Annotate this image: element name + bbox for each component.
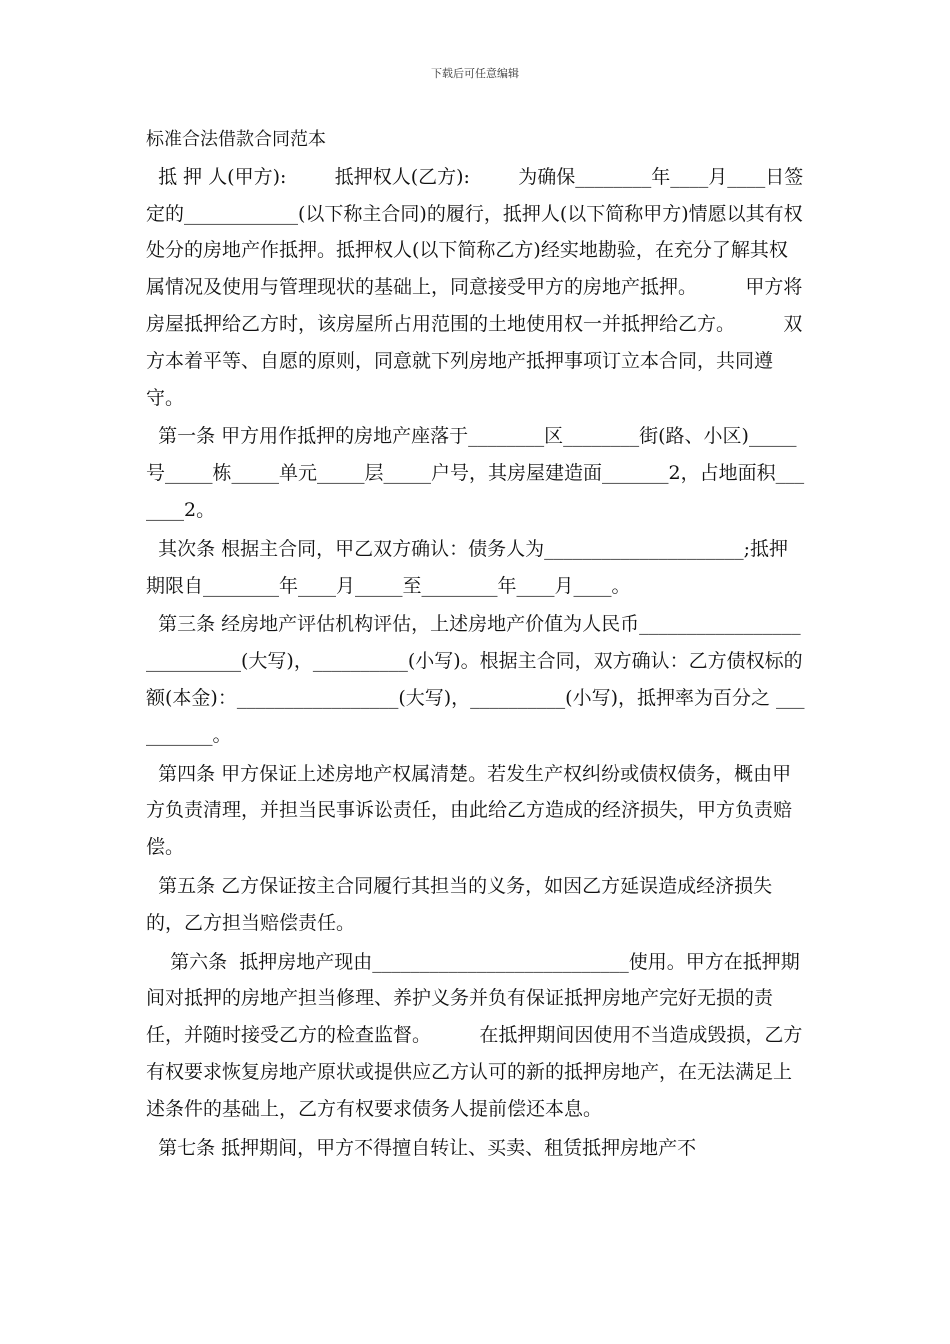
document-body bbox=[146, 122, 806, 1166]
paragraph-article-5: 第五条 乙方保证按主合同履行其担当的义务，如因乙方延误造成经济损失的，乙方担当赔偿责任。 bbox=[146, 874, 773, 934]
paragraph-preamble: 抵 押 人(甲方): 抵押权人(乙方): 为确保________年____月____日签定的____________(以下称主合同)的履行，抵押人(以下简称甲方)情愿以其有权处分的房地产作抵押。抵押权人(以下简称乙方)经实地勘验，在充分了解其权属情况及使用与管理现状的基础上，同意接受甲方的房地产抵押。 甲方将房屋抵押给乙方时，该房屋所占用范围的土地使用权一并抵押给乙方。 双方本着平等、自愿的原则，同意就下列房地产抵押事项订立本合同，共同遵守。 bbox=[146, 165, 804, 409]
paragraph-article-7: 第七条 抵押期间，甲方不得擅自转让、买卖、租赁抵押房地产不 bbox=[146, 1136, 697, 1159]
document-title: 标准合法借款合同范本 bbox=[146, 129, 326, 150]
paragraph-article-4: 第四条 甲方保证上述房地产权属清楚。若发生产权纠纷或债权债务，概由甲方负责清理，并担当民事诉讼责任，由此给乙方造成的经济损失，甲方负责赔偿。 bbox=[146, 762, 793, 859]
paragraph-article-2: 其次条 根据主合同，甲乙双方确认：债务人为_____________________;抵押期限自________年____月_____至________年____月____。 bbox=[146, 537, 789, 597]
paragraph-article-1: 第一条 甲方用作抵押的房地产座落于________区________街(路、小区)_____号_____栋_____单元_____层_____户号，其房屋建造面_______2，占地面积_______2。 bbox=[146, 425, 805, 521]
paragraph-article-6: 第六条 抵押房地产现由___________________________使用。甲方在抵押期间对抵押的房地产担当修理、养护义务并负有保证抵押房地产完好无损的责任，并随时接受乙方的检查监督。 在抵押期间因使用不当造成毁损，乙方有权要求恢复房地产原状或提供应乙方认可的新的抵押房地产，在无法满足上述条件的基础上，乙方有权要求债务人提前偿还本息。 bbox=[146, 950, 803, 1120]
page-header: 下载后可任意编辑 bbox=[431, 67, 519, 80]
paragraph-article-3: 第三条 经房地产评估机构评估，上述房地产价值为人民币___________________________(大写)，__________(小写)。根据主合同，双方确认：乙方债权标的额(本金)：_________________(大写)，__________(小写)，抵押率为百分之 __________。 bbox=[146, 613, 805, 746]
